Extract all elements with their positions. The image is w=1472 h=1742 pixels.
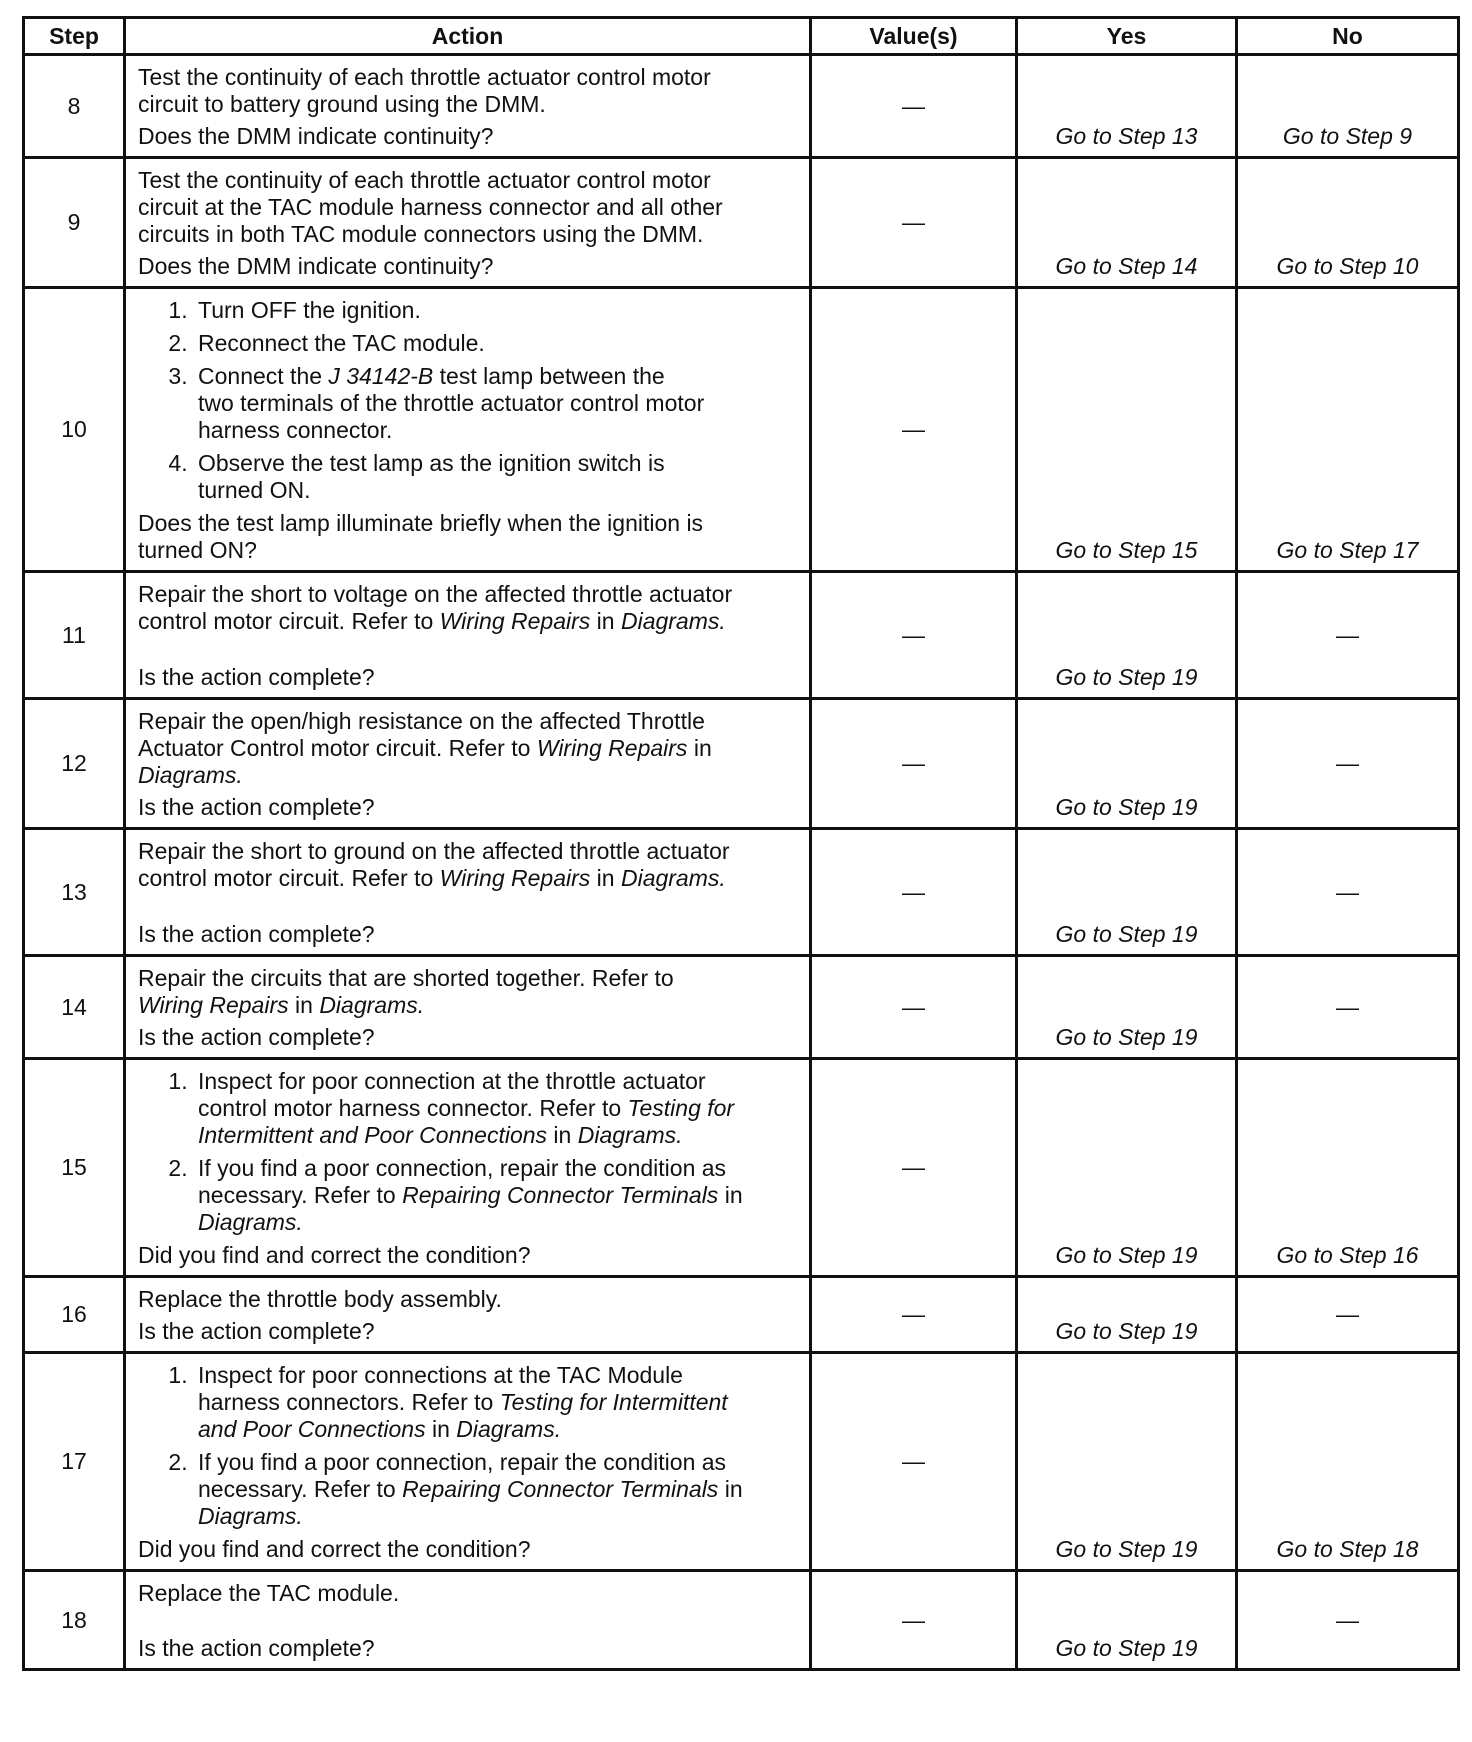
value-cell: — [811, 158, 1017, 288]
list-item [194, 363, 801, 444]
list-item: 1. Turn OFF the ignition. [194, 297, 801, 324]
action-cell [125, 288, 811, 572]
diagrams-reference: Diagrams. [138, 762, 243, 788]
yes-cell: Go to Step 19 [1017, 1059, 1237, 1277]
diagrams-reference: Diagrams. [577, 1122, 683, 1148]
action-cell [125, 956, 811, 1059]
list-item-text: test lamp between the two terminals of the throttle actuator control motor harness connector. [198, 363, 705, 443]
list-item: 1. Inspect for poor connection at the throttle actuator control motor harness connector. Refer to Testing for Intermittent and Poor Connections in Diagrams. [194, 1068, 801, 1149]
list-item: 2. If you find a poor connection, repair the condition as necessary. Refer to Repairing Connector Terminals in Diagrams. [194, 1155, 801, 1236]
yes-cell: Go to Step 19 [1017, 829, 1237, 956]
step-number: 15 [24, 1059, 125, 1277]
step-number: 13 [24, 829, 125, 956]
action-cell [125, 1353, 811, 1571]
table-row [24, 699, 1459, 829]
action-text: Repair the circuits that are shorted together. Refer to Wiring Repairs in Diagrams. [138, 965, 674, 1018]
action-question: Is the action complete? [138, 664, 375, 690]
diagrams-reference: Diagrams. [456, 1416, 562, 1442]
action-question: Did you find and correct the condition? [138, 1536, 531, 1562]
testing-reference: Testing for Intermittent and Poor Connections [198, 1389, 728, 1442]
procedure-list [138, 297, 801, 504]
header-step: Step [24, 18, 125, 55]
list-item-text: Connect the [198, 363, 329, 389]
yes-cell: Go to Step 19 [1017, 1353, 1237, 1571]
yes-cell: Go to Step 15 [1017, 288, 1237, 572]
diagrams-reference: Diagrams. [620, 865, 726, 891]
value-cell: — [811, 1571, 1017, 1670]
procedure-list [138, 1068, 801, 1236]
table-row [24, 1353, 1459, 1571]
testing-reference: Testing for Intermittent and Poor Connections [198, 1095, 735, 1148]
table-row [24, 572, 1459, 699]
step-number: 12 [24, 699, 125, 829]
action-cell [125, 699, 811, 829]
step-number: 14 [24, 956, 125, 1059]
action-question: Is the action complete? [138, 921, 375, 947]
step-number: 9 [24, 158, 125, 288]
value-cell: — [811, 288, 1017, 572]
action-question: Does the DMM indicate continuity? [138, 253, 494, 279]
value-cell: — [811, 956, 1017, 1059]
table-row [24, 288, 1459, 572]
diagrams-reference: Diagrams. [319, 992, 425, 1018]
yes-cell: Go to Step 14 [1017, 158, 1237, 288]
action-text: Replace the throttle body assembly. [138, 1286, 502, 1312]
header-values: Value(s) [811, 18, 1017, 55]
wiring-repairs-reference: Wiring Repairs [439, 608, 591, 634]
diagrams-reference: Diagrams. [198, 1503, 303, 1529]
table-row [24, 829, 1459, 956]
action-text: Repair the short to voltage on the affected throttle actuator control motor circuit. Refer to Wiring Repairs in Diagrams. [138, 581, 733, 634]
action-text: Test the continuity of each throttle actuator control motor circuit to battery ground using the DMM. [138, 64, 711, 117]
connector-reference: Repairing Connector Terminals [402, 1182, 719, 1208]
no-cell: — [1237, 699, 1459, 829]
step-number: 8 [24, 55, 125, 158]
action-text: Test the continuity of each throttle actuator control motor circuit at the TAC module harness connector and all other circuits in both TAC module connectors using the DMM. [138, 167, 723, 247]
action-question: Is the action complete? [138, 1635, 375, 1661]
diagrams-reference: Diagrams. [620, 608, 726, 634]
list-item: 4. Observe the test lamp as the ignition switch is turned ON. [194, 450, 801, 504]
step-number: 17 [24, 1353, 125, 1571]
table-row [24, 1277, 1459, 1353]
action-question: Does the DMM indicate continuity? [138, 123, 494, 149]
action-cell [125, 55, 811, 158]
list-item: 2. If you find a poor connection, repair the condition as necessary. Refer to Repairing Connector Terminals in Diagrams. [194, 1449, 801, 1530]
no-cell: — [1237, 956, 1459, 1059]
step-number: 10 [24, 288, 125, 572]
action-cell [125, 572, 811, 699]
action-question: Does the test lamp illuminate briefly when the ignition is turned ON? [138, 510, 704, 563]
value-cell: — [811, 1059, 1017, 1277]
step-number: 11 [24, 572, 125, 699]
header-yes: Yes [1017, 18, 1237, 55]
yes-cell: Go to Step 19 [1017, 699, 1237, 829]
wiring-repairs-reference: Wiring Repairs [439, 865, 591, 891]
step-number: 18 [24, 1571, 125, 1670]
action-text: Repair the short to ground on the affected throttle actuator control motor circuit. Refer to Wiring Repairs in Diagrams. [138, 838, 730, 891]
value-cell: — [811, 1353, 1017, 1571]
wiring-repairs-reference: Wiring Repairs [536, 735, 688, 761]
no-cell: Go to Step 9 [1237, 55, 1459, 158]
action-text: Replace the TAC module. [138, 1580, 400, 1606]
action-question: Is the action complete? [138, 794, 375, 820]
yes-cell: Go to Step 13 [1017, 55, 1237, 158]
no-cell: Go to Step 16 [1237, 1059, 1459, 1277]
action-cell [125, 158, 811, 288]
header-action: Action [125, 18, 811, 55]
value-cell: — [811, 1277, 1017, 1353]
table-row [24, 158, 1459, 288]
no-cell: Go to Step 10 [1237, 158, 1459, 288]
yes-cell: Go to Step 19 [1017, 572, 1237, 699]
yes-cell: Go to Step 19 [1017, 1277, 1237, 1353]
diagrams-reference: Diagrams. [198, 1209, 303, 1235]
yes-cell: Go to Step 19 [1017, 1571, 1237, 1670]
action-question: Did you find and correct the condition? [138, 1242, 531, 1268]
action-cell [125, 829, 811, 956]
action-cell [125, 1277, 811, 1353]
list-item: 2. Reconnect the TAC module. [194, 330, 801, 357]
procedure-list [138, 1362, 801, 1530]
header-row [24, 18, 1459, 55]
no-cell: Go to Step 18 [1237, 1353, 1459, 1571]
action-text: Repair the open/high resistance on the affected Throttle Actuator Control motor circuit. Refer to Wiring Repairs in Diagrams. [138, 708, 712, 788]
table-row [24, 1059, 1459, 1277]
no-cell: — [1237, 1277, 1459, 1353]
value-cell: — [811, 829, 1017, 956]
value-cell: — [811, 699, 1017, 829]
table-row [24, 55, 1459, 158]
action-cell [125, 1571, 811, 1670]
no-cell: Go to Step 17 [1237, 288, 1459, 572]
no-cell: — [1237, 572, 1459, 699]
value-cell: — [811, 572, 1017, 699]
connector-reference: Repairing Connector Terminals [402, 1476, 719, 1502]
action-question: Is the action complete? [138, 1318, 375, 1344]
tool-reference: J 34142-B [328, 363, 434, 389]
value-cell: — [811, 55, 1017, 158]
no-cell: — [1237, 1571, 1459, 1670]
yes-cell: Go to Step 19 [1017, 956, 1237, 1059]
diagnostic-table [22, 16, 1460, 1671]
header-no: No [1237, 18, 1459, 55]
table-row [24, 1571, 1459, 1670]
action-cell [125, 1059, 811, 1277]
table-row [24, 956, 1459, 1059]
step-number: 16 [24, 1277, 125, 1353]
action-question: Is the action complete? [138, 1024, 375, 1050]
no-cell: — [1237, 829, 1459, 956]
list-item: 1. Inspect for poor connections at the TAC Module harness connectors. Refer to Testing for Intermittent and Poor Connections in Diagrams. [194, 1362, 801, 1443]
wiring-repairs-reference: Wiring Repairs [138, 992, 289, 1018]
